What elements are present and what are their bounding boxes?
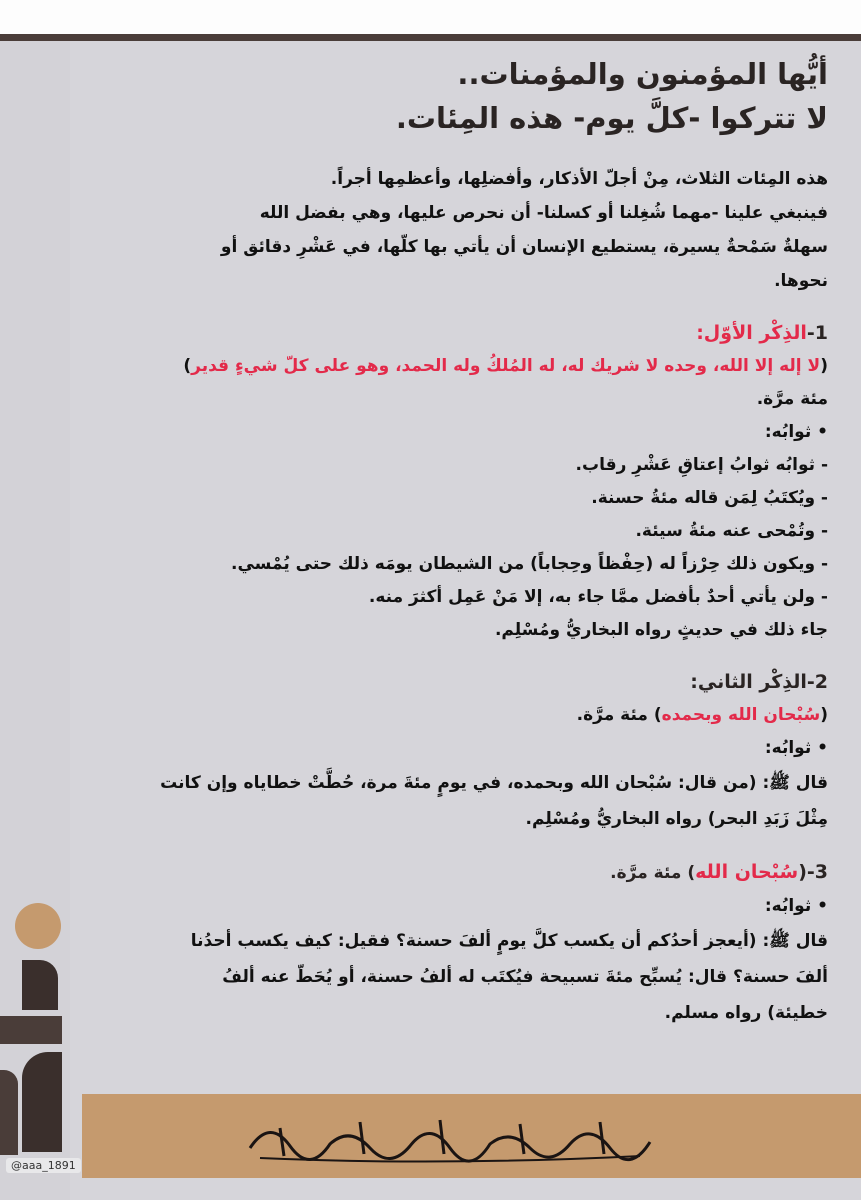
intro-line: هذه المِئات الثلاث، مِنْ أجلّ الأذكار، وأفضلِها، وأعظمِها أجراً.: [330, 169, 828, 189]
logo-pillar-icon: [0, 1070, 18, 1155]
section-1-source: جاء ذلك في حديثٍ رواه البخاريُّ ومُسْلِم.: [494, 620, 828, 640]
title-line-1: أيُّها المؤمنون والمؤمنات..: [457, 57, 828, 91]
reward-item: - ويكون ذلك حِرْزاً له (حِفْظاً وحِجاباً) من الشيطان يومَه ذلك حتى يُمْسي.: [230, 554, 828, 574]
hadith-line: قال ﷺ: (أيعجز أحدُكم أن يكسب كلَّ يومٍ ألفَ حسنة؟ فقيل: كيف يكسب أحدُنا: [190, 931, 828, 951]
article: [98, 52, 828, 1031]
hadith-line: قال ﷺ: (من قال: سُبْحان الله وبحمده، في يومٍ مئةَ مرة، حُطَّتْ خطاياه وإن كانت: [160, 773, 828, 793]
paren-close: ): [183, 356, 192, 376]
paren-close-count: ) مئة مرَّة.: [576, 705, 662, 725]
section-2-heading: 2-الذِكْر الثاني:: [690, 671, 828, 693]
section-1-reward-label: • ثوابُه:: [764, 422, 828, 442]
section-3-reward-label: • ثوابُه:: [764, 896, 828, 916]
reward-item: - وتُمْحى عنه مئةُ سيئة.: [635, 521, 828, 541]
logo-bar-icon: [0, 1016, 62, 1044]
logo-arch-icon: [22, 1052, 62, 1152]
section-1-title: الذِكْر الأوّل:: [696, 322, 807, 344]
zikr-text: سُبْحان الله: [695, 861, 799, 883]
intro-line: نحوها.: [774, 271, 828, 291]
hadith-line: ألفَ حسنة؟ قال: يُسبِّح مئةَ تسبيحة فيُكتَب له ألفُ حسنة، أو يُحَطّ عنه ألفُ: [222, 967, 828, 987]
section-1-zikr: [98, 350, 828, 383]
section-1-number: 1-: [806, 322, 828, 344]
paren-close-count: ) مئة مرَّة.: [610, 863, 696, 883]
hadith-line: مِثْلَ زَبَدِ البحر) رواه البخاريُّ ومُسْلِم.: [525, 809, 828, 829]
reward-item: - ولن يأتي أحدٌ بأفضل ممَّا جاء به، إلا مَنْ عَمِل أكثرَ منه.: [368, 587, 828, 607]
top-stripe: [0, 34, 861, 41]
intro-line: فينبغي علينا -مهما شُغِلنا أو كسلنا- أن نحرص عليها، وهي بفضل الله: [259, 203, 828, 223]
zikr-text: سُبْحان الله وبحمده: [661, 705, 821, 725]
title-line-2: لا تتركوا -كلَّ يوم- هذه المِئات.: [395, 101, 828, 135]
paren-open: (: [820, 705, 828, 725]
reward-item: - ثوابُه ثوابُ إعتاقِ عَشْرِ رقاب.: [575, 455, 828, 475]
logo-circle-icon: [15, 903, 61, 949]
reward-item: - ويُكتَبُ لِمَن قاله مئةُ حسنة.: [591, 488, 828, 508]
section-3-heading: [98, 855, 828, 890]
logo-shape-icon: [22, 960, 58, 1010]
section-2-zikr: [98, 699, 828, 732]
section-3-number: 3-: [806, 861, 828, 883]
paren-open: (: [798, 861, 807, 883]
section-1-heading: [98, 316, 828, 350]
social-handle: @aaa_1891: [6, 1158, 81, 1173]
paren-open: (: [820, 356, 828, 376]
signature-calligraphy: [240, 1108, 660, 1166]
zikr-text: لا إله إلا الله، وحده لا شريك له، له المُلكُ وله الحمد، وهو على كلّ شيءٍ قدير: [191, 356, 821, 376]
intro: [98, 162, 828, 298]
top-bar: [0, 0, 861, 34]
section-2-reward-label: • ثوابُه:: [764, 738, 828, 758]
section-1-count: مئة مرَّة.: [756, 389, 828, 409]
intro-line: سهلةٌ سَمْحةٌ يسيرة، يستطيع الإنسان أن يأتي بها كلّها، في عَشْرِ دقائق أو: [220, 237, 828, 257]
hadith-line: خطيئة) رواه مسلم.: [664, 1003, 828, 1023]
